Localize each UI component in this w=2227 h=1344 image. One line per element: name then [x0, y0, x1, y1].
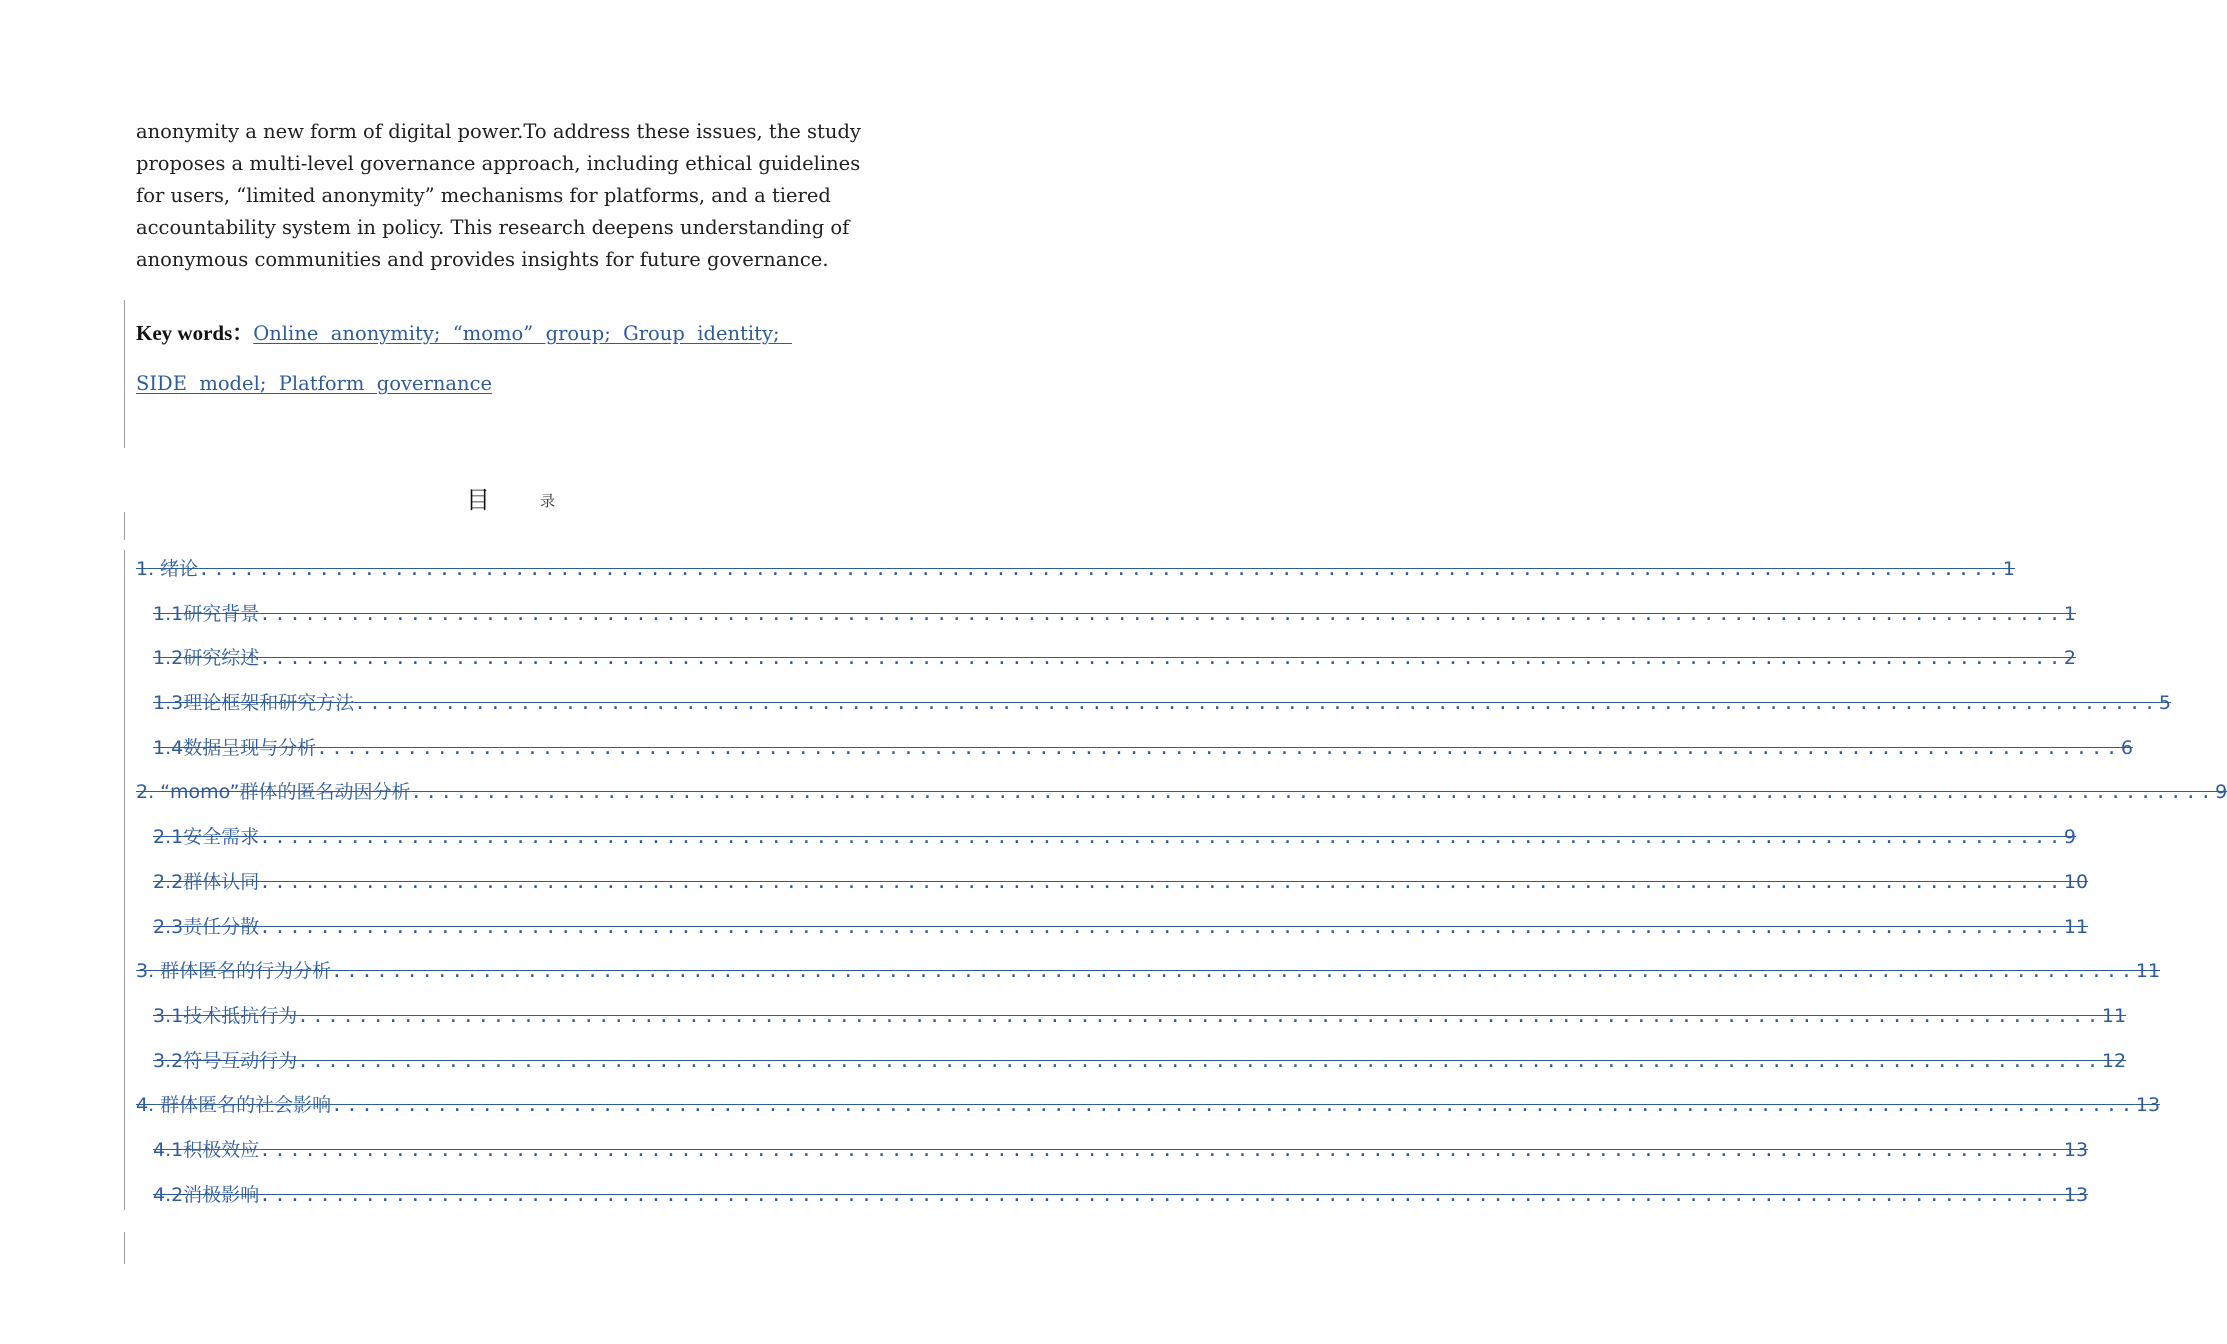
toc-entry-title: 1.2研究综述: [153, 647, 260, 670]
toc-entry-page: 13: [2063, 1183, 2089, 1206]
toc-entry-page: 12: [2101, 1049, 2127, 1072]
toc-entry-title: 1.1研究背景: [153, 602, 260, 625]
toc-entry[interactable]: [136, 590, 2076, 635]
toc-entry-title: 2. “momo”群体的匿名动因分析: [136, 781, 411, 804]
toc-entry[interactable]: [136, 679, 2171, 724]
toc-leader-dots: ........................................................................................................................: [331, 960, 2136, 983]
toc-entry[interactable]: [136, 992, 2127, 1037]
toc-entry-page: 9: [2215, 781, 2227, 804]
toc-entry-title: 1. 绪论: [136, 558, 199, 580]
abstract-line: accountability system in policy. This research deepens understanding of: [136, 216, 850, 239]
toc-title-char: 目: [466, 486, 490, 514]
keywords-link[interactable]: Online anonymity; “momo” group; Group identity;: [253, 322, 792, 345]
toc-entry[interactable]: [136, 947, 2161, 992]
toc-leader-dots: ........................................................................................................................: [316, 736, 2121, 759]
abstract-paragraph: [136, 116, 861, 276]
toc-entry[interactable]: [136, 903, 2089, 948]
toc-entry[interactable]: [136, 768, 2227, 813]
toc-entry-page: 13: [2135, 1094, 2161, 1117]
toc-entry-title: 4.2消极影响: [153, 1183, 260, 1206]
toc-entry-page: 11: [2135, 960, 2161, 983]
toc-entry[interactable]: [136, 1126, 2089, 1171]
toc-entry-page: 5: [2158, 692, 2171, 715]
abstract-line: for users, “limited anonymity” mechanisms for platforms, and a tiered: [136, 184, 831, 207]
toc-entry-page: 11: [2063, 915, 2089, 938]
toc-entry-page: 1: [2063, 602, 2076, 625]
toc-entry-title: 1.4数据呈现与分析: [153, 736, 317, 759]
toc-entry-title: 1.3理论框架和研究方法: [153, 692, 355, 715]
toc-entry-page: 10: [2063, 870, 2089, 893]
toc-entry[interactable]: [136, 545, 2015, 590]
toc-entry-page: 9: [2063, 826, 2076, 849]
toc-leader-dots: ........................................................................................................................: [259, 826, 2064, 849]
toc-leader-dots: ........................................................................................................................: [259, 1138, 2064, 1161]
toc-entry[interactable]: [136, 634, 2076, 679]
keywords-block: [136, 308, 856, 408]
toc-entry[interactable]: [136, 724, 2133, 769]
toc-entry-page: 1: [2002, 558, 2015, 580]
toc-entry[interactable]: [136, 813, 2076, 858]
toc-entry[interactable]: [136, 858, 2089, 903]
toc-leader-dots: ........................................................................................................................: [331, 1094, 2136, 1117]
toc-entry[interactable]: [136, 1171, 2089, 1216]
revision-bar: [124, 550, 125, 1210]
keywords-label: Key words：: [136, 321, 254, 345]
toc-title: [0, 480, 950, 520]
toc-entry-title: 3. 群体匿名的行为分析: [136, 960, 332, 983]
toc-entry-title: 2.2群体认同: [153, 870, 260, 893]
toc-entry-page: 13: [2063, 1138, 2089, 1161]
toc-leader-dots: ........................................................................................................................: [259, 870, 2064, 893]
abstract-line: proposes a multi-level governance approach, including ethical guidelines: [136, 152, 861, 175]
toc-entry[interactable]: [136, 1037, 2127, 1082]
toc-leader-dots: ........................................................................................................................: [297, 1004, 2102, 1027]
revision-bar: [124, 1232, 125, 1264]
toc-leader-dots: ........................................................................................................................: [259, 915, 2064, 938]
toc-leader-dots: ........................................................................................................................: [259, 602, 2064, 625]
toc-leader-dots: ........................................................................................................................: [354, 692, 2159, 715]
keywords-line-2: [136, 358, 856, 408]
toc-entry-page: 6: [2120, 736, 2133, 759]
abstract-line: anonymity a new form of digital power.To address these issues, the study: [136, 120, 861, 143]
table-of-contents: [136, 545, 2227, 1215]
toc-leader-dots: ........................................................................................................................: [259, 1183, 2064, 1206]
revision-bar: [124, 300, 125, 448]
toc-entry-title: 3.1技术抵抗行为: [153, 1004, 298, 1027]
toc-entry-title: 2.1安全需求: [153, 826, 260, 849]
toc-leader-dots: ........................................................................................................................: [297, 1049, 2102, 1072]
toc-title-char: 录: [540, 492, 556, 510]
toc-leader-dots: ........................................................................................................................: [410, 781, 2216, 804]
abstract-line: anonymous communities and provides insights for future governance.: [136, 248, 829, 271]
toc-leader-dots: ........................................................................................................................: [259, 647, 2064, 670]
toc-entry-page: 2: [2063, 647, 2076, 670]
toc-entry-title: 2.3责任分散: [153, 915, 260, 938]
toc-entry-title: 3.2符号互动行为: [153, 1049, 298, 1072]
toc-entry-title: 4.1积极效应: [153, 1138, 260, 1161]
keywords-line-1: [136, 308, 856, 358]
toc-entry[interactable]: [136, 1081, 2161, 1126]
toc-leader-dots: ........................................................................................................................: [198, 558, 2003, 580]
toc-entry-page: 11: [2101, 1004, 2127, 1027]
keywords-link[interactable]: SIDE model; Platform governance: [136, 372, 493, 395]
toc-entry-title: 4. 群体匿名的社会影响: [136, 1094, 332, 1117]
